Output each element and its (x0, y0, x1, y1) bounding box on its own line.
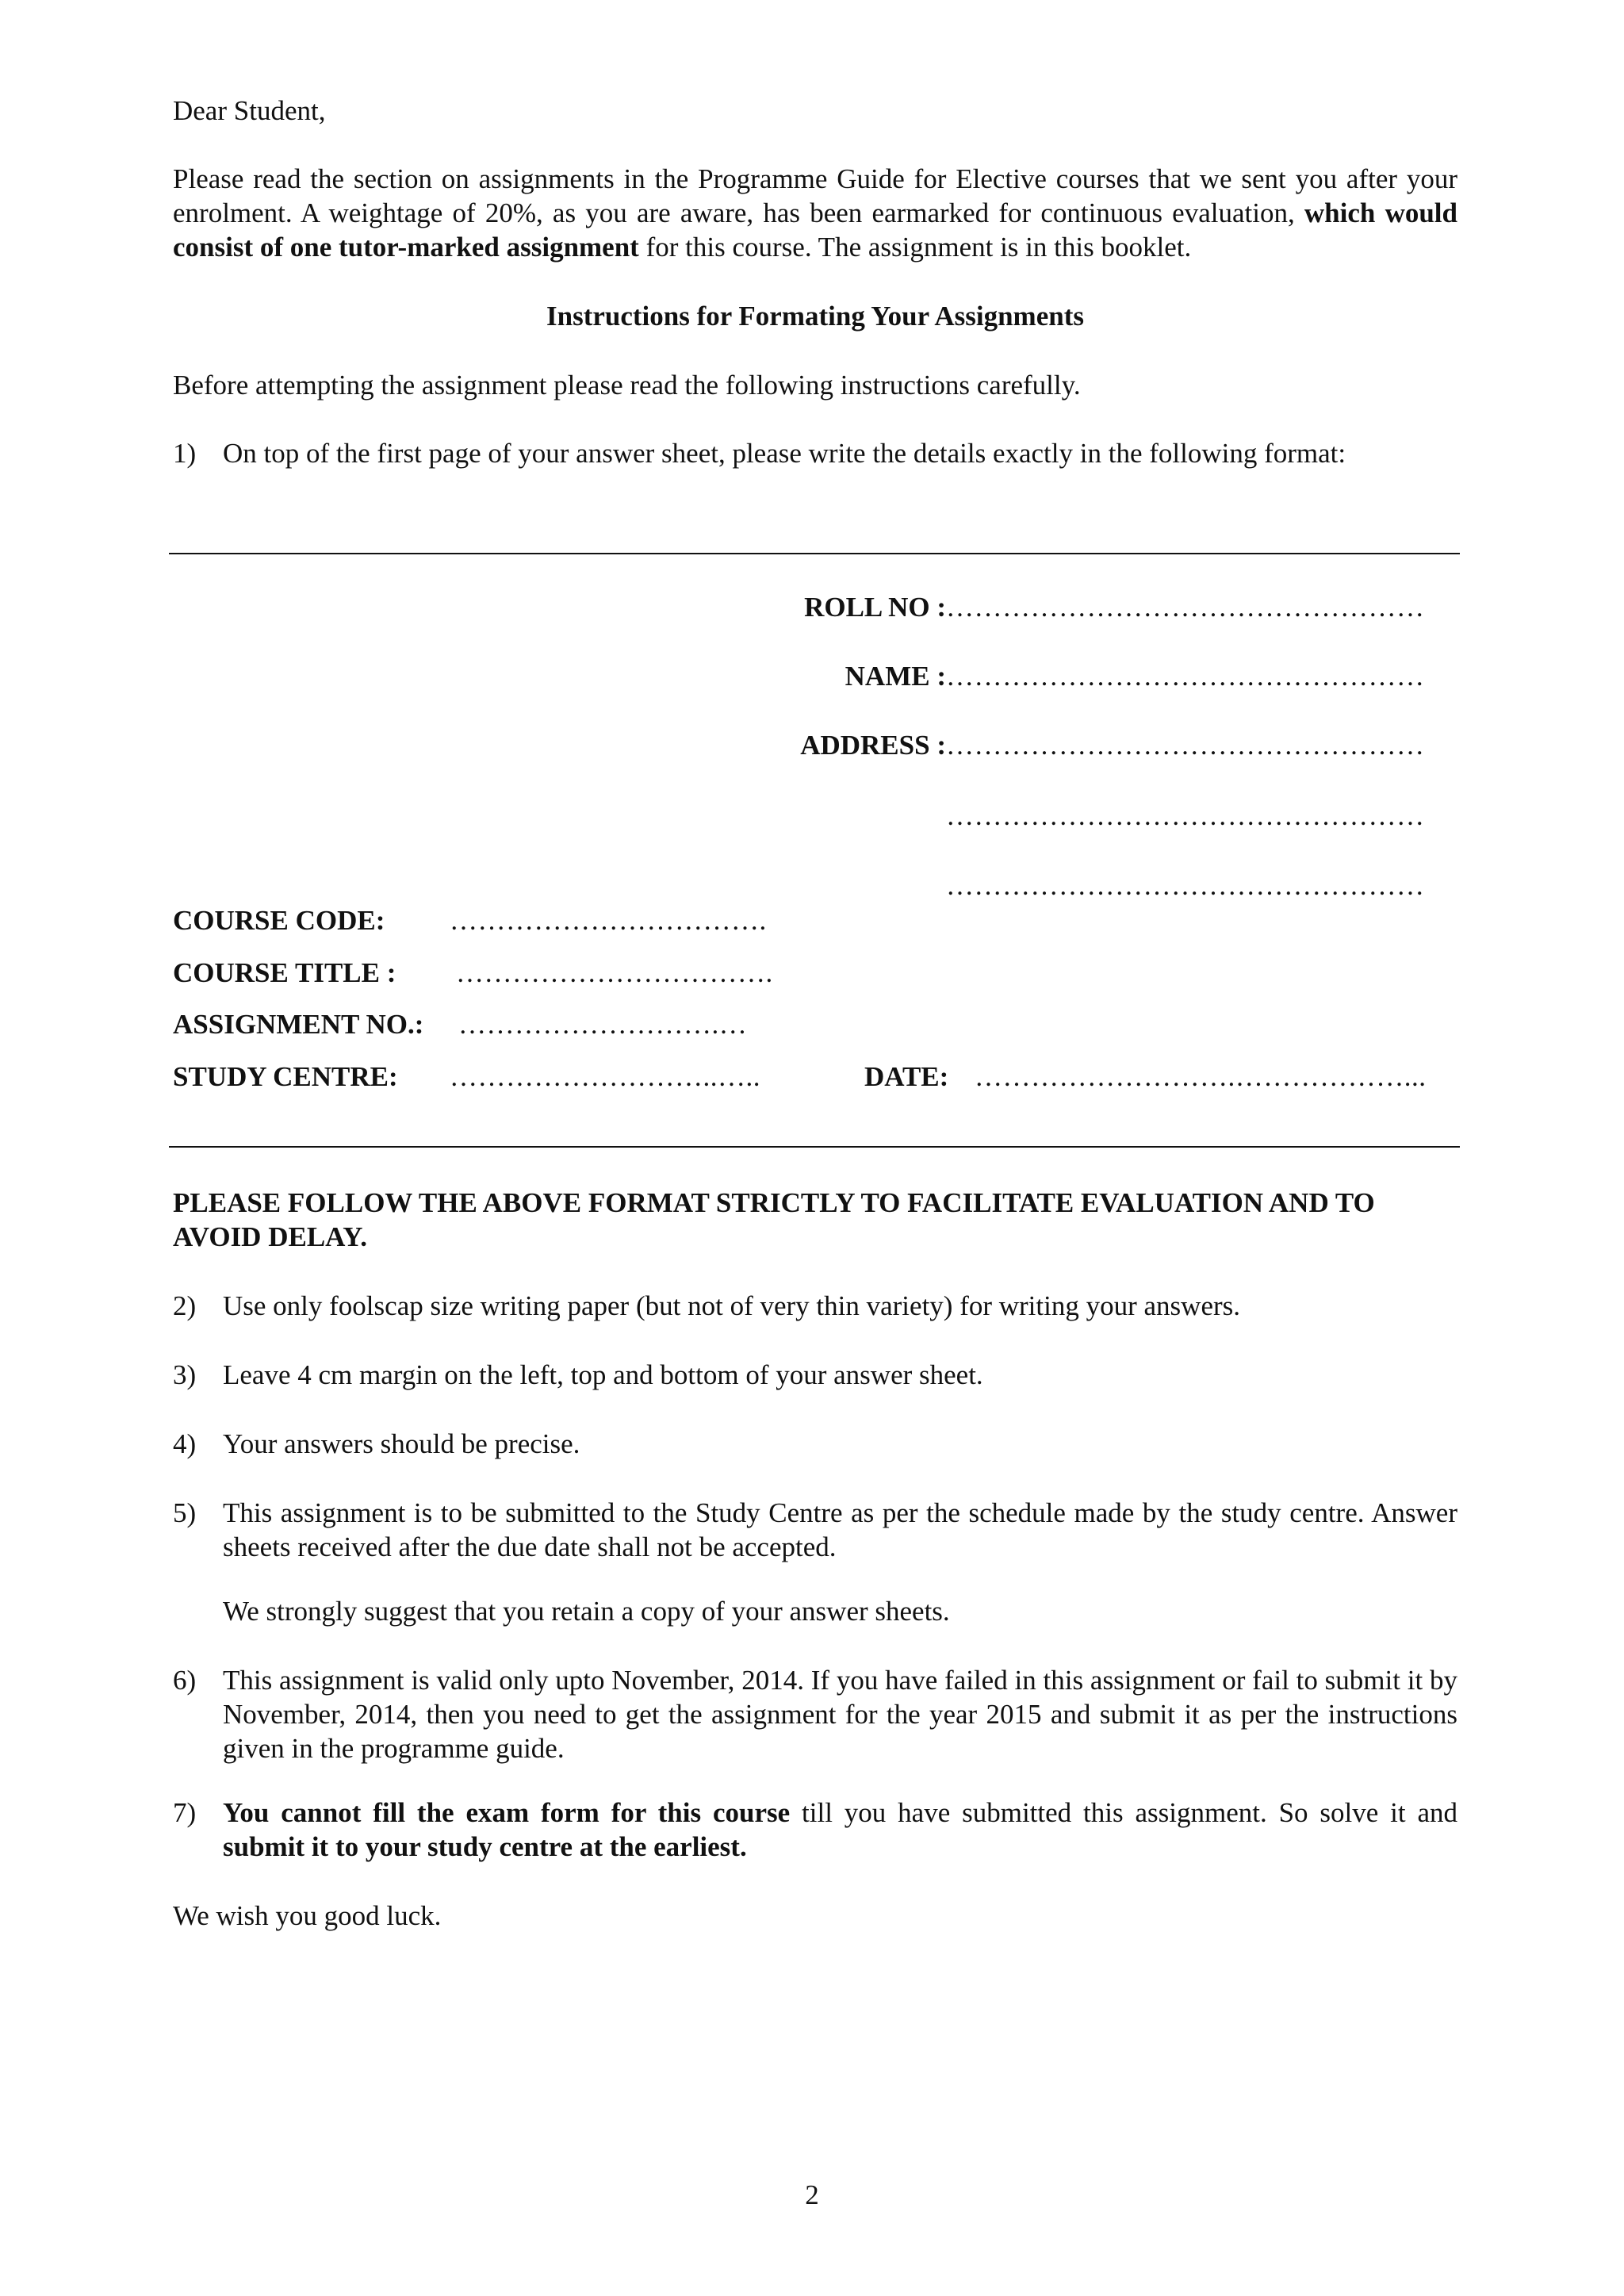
salutation: Dear Student, (173, 95, 326, 126)
course-title-dots: ……………………………. (456, 957, 773, 988)
course-code-label: COURSE CODE: (173, 905, 385, 936)
closing: We wish you good luck. (173, 1900, 442, 1931)
instruction-item-3: 3) Leave 4 cm margin on the left, top and bottom of your answer sheet. (173, 1359, 983, 1390)
before-text: Before attempting the assignment please read the following instructions carefully. (173, 370, 1081, 401)
date-dots: ……………………….………………... (975, 1061, 1427, 1092)
document-body (173, 94, 1457, 470)
course-code-dots: ……………………………. (450, 905, 767, 936)
form-top-rule (169, 553, 1460, 554)
roll-no-dots: …………………………………………… (946, 592, 1425, 623)
study-centre-dots: ………………………..….. (450, 1061, 760, 1092)
address-dots-1: …………………………………………… (946, 730, 1425, 761)
instruction-item-6: 6) This assignment is valid only upto November, 2014. If you have failed in this assignment or fail to submit it by November, 2014, then you need to get the assignment for the year 2015 and submit it as per the instructions given in the programme guide. (173, 1665, 1457, 1764)
instructions-heading: Instructions for Formating Your Assignments (546, 301, 1084, 332)
page-number: 2 (805, 2179, 819, 2210)
date-label: DATE: (864, 1061, 949, 1092)
instruction-item-4: 4) Your answers should be precise. (173, 1428, 580, 1459)
address-label: ADDRESS : (800, 730, 946, 761)
instruction-item-5: 5) This assignment is to be submitted to the Study Centre as per the schedule made by the study centre. Answer sheets received after the due date shall not be accepted. (173, 1497, 1457, 1562)
address-dots-3: …………………………………………… (946, 870, 1425, 901)
name-dots: …………………………………………… (946, 661, 1425, 692)
assignment-no-label: ASSIGNMENT NO.: (173, 1009, 424, 1040)
address-dots-2: …………………………………………… (946, 800, 1425, 831)
instruction-item-5-note: We strongly suggest that you retain a copy of your answer sheets. (223, 1596, 950, 1627)
instruction-item-2: 2) Use only foolscap size writing paper (but not of very thin variety) for writing your answers. (173, 1290, 1241, 1321)
form-bottom-rule (169, 1146, 1460, 1148)
name-label: NAME : (845, 661, 946, 692)
instruction-item-7: 7) You cannot fill the exam form for this course till you have submitted this assignment. So solve it and submit it to your study centre at the earliest. (173, 1797, 1457, 1862)
study-centre-label: STUDY CENTRE: (173, 1061, 398, 1092)
roll-no-label: ROLL NO : (804, 592, 946, 623)
format-notice: PLEASE FOLLOW THE ABOVE FORMAT STRICTLY TO FACILITATE EVALUATION AND TO AVOID DELAY. (173, 1187, 1375, 1252)
instruction-item-1: 1) On top of the first page of your answer sheet, please write the details exactly in the following format: (173, 438, 1346, 469)
intro-paragraph: Please read the section on assignments in the Programme Guide for Elective courses that we sent you after your enrolment. A weightage of 20%, as you are aware, has been earmarked for continuous evaluation, which would consist of one tutor-marked assignment for this course. The assignment is in this booklet. (173, 163, 1457, 263)
course-title-label: COURSE TITLE : (173, 957, 396, 988)
assignment-no-dots: ……………………….… (458, 1009, 748, 1040)
instructions-list (173, 1186, 1457, 1933)
